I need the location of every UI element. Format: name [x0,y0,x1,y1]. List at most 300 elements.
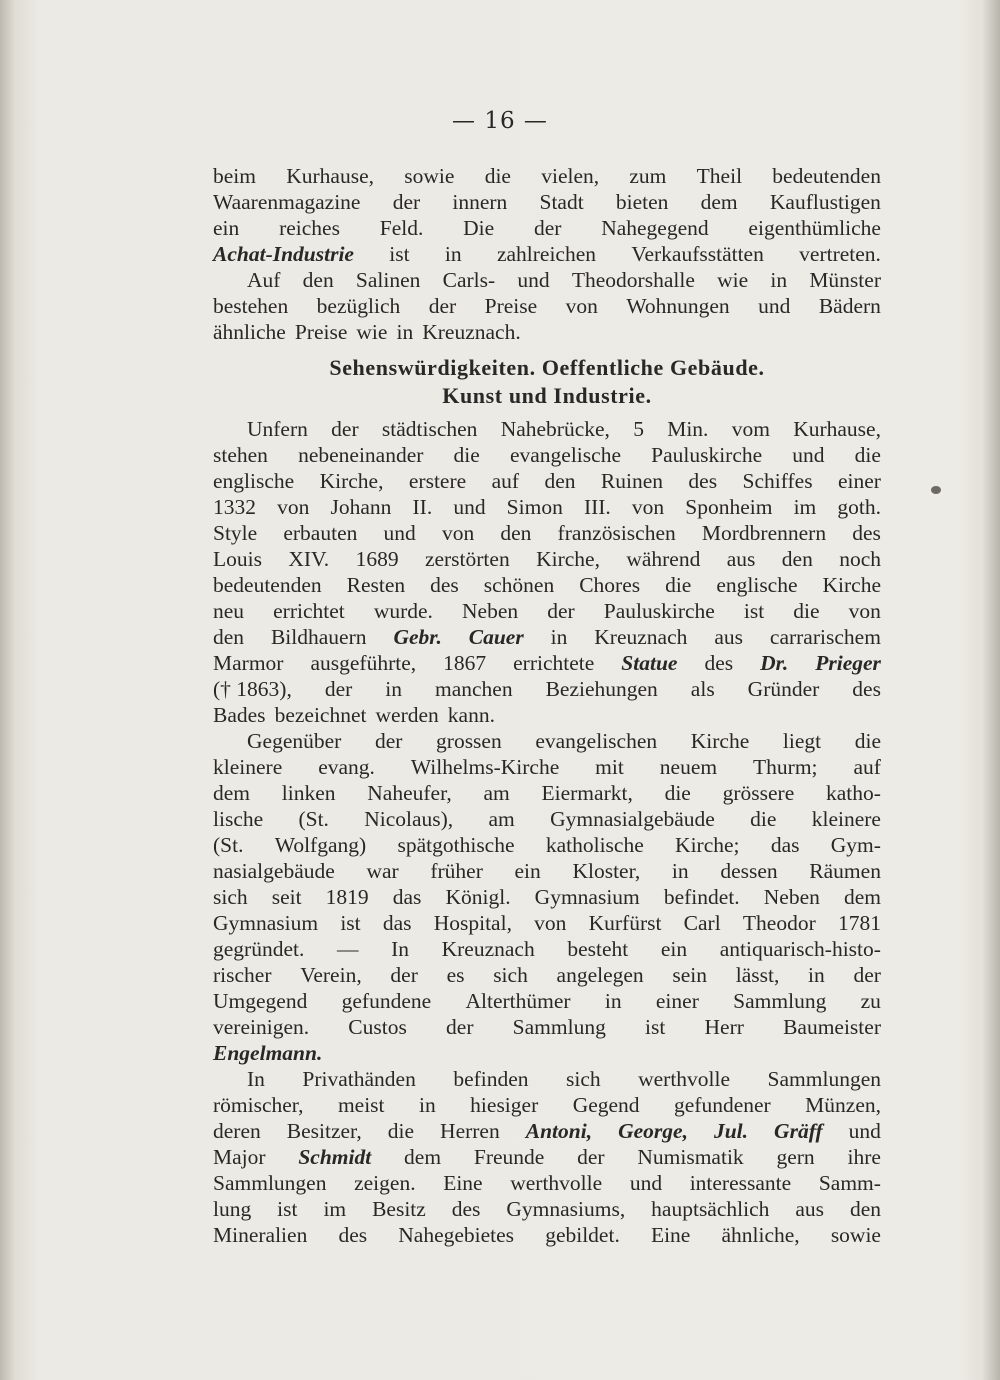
word: in [418,1093,436,1117]
word: von [277,495,310,519]
word: das [382,911,412,935]
word: der [324,677,353,701]
word: Verkaufsstätten [631,242,764,266]
word: — [336,937,359,961]
word: Kauflustigen [769,190,881,214]
word: der [390,963,418,987]
word: in [444,242,462,266]
word: gefundener [674,1093,771,1117]
word: werthvolle [510,1171,603,1195]
word: als [690,677,715,701]
word: Münster [809,268,881,292]
word: Jul. [713,1119,749,1143]
word: meist [337,1093,385,1117]
text-line [213,1170,881,1196]
word: In [247,1067,265,1091]
word: Chores [579,573,641,597]
word: zeigen. [354,1171,416,1195]
word: Besitzer, [286,1119,362,1143]
word: Kreuznach [594,625,688,649]
word: gern [776,1145,815,1169]
word: Schmidt [298,1145,372,1169]
word: evangelische [509,443,621,467]
word: noch [839,547,881,571]
word: lung [213,1197,252,1221]
word: bezüglich [316,294,401,318]
text-line [213,1144,881,1170]
text-line [213,293,881,319]
word: Salinen [355,268,421,292]
word: Sammlungen [767,1067,881,1091]
word: die [854,729,881,753]
word: Neben [763,885,820,909]
word: in [671,859,689,883]
text-line [213,572,881,598]
word: Feld. [379,216,424,240]
word: (St. [213,833,244,857]
word: ist [645,1015,666,1039]
word: Königl. [445,885,511,909]
word: vereinigen. [213,1015,310,1039]
word: Schiffes [742,469,813,493]
word: während [626,547,701,571]
word: Johann [330,495,392,519]
word: Kirche [822,573,881,597]
word: der [374,729,403,753]
word: war [366,859,399,883]
word: 5 [633,417,644,441]
word: die [793,599,820,623]
word: antiquarisch-histo- [719,937,881,961]
word: Kurhause, [286,164,375,188]
word: dem [404,1145,442,1169]
word: Gründer [747,677,820,701]
word: von [848,599,881,623]
word: und [453,495,486,519]
text-line [213,468,881,494]
word: Prieger [815,651,881,675]
word: Besitz [372,1197,426,1221]
word: Gebr. [393,625,442,649]
word: und [848,1119,881,1143]
word: evangelischen [535,729,658,753]
page-number: — 16 — [452,108,548,134]
word: Kirche, [319,469,384,493]
word: 1781 [837,911,881,935]
word: stehen [213,443,268,467]
word: einer [837,469,881,493]
word: Eine [650,1223,691,1247]
word: bieten [615,190,669,214]
word: erstere [408,469,467,493]
text-line [213,1196,881,1222]
word: Die [463,216,495,240]
text-line [213,650,881,676]
word: die [484,164,511,188]
word: eigenthümliche [748,216,881,240]
word: katho- [825,781,881,805]
word: der [392,190,421,214]
word: von [441,521,475,545]
text-line [213,215,881,241]
word: Carl [683,911,721,935]
word: Neben [462,599,519,623]
word: die [750,807,777,831]
word: die [387,1119,415,1143]
word: Wilhelms-Kirche [410,755,560,779]
word: Gym- [830,833,881,857]
word: in [604,989,622,1013]
text-line [213,858,881,884]
text-line [213,1014,881,1040]
word: ein [514,859,541,883]
word: Nicolaus), [364,807,454,831]
word: am [483,781,510,805]
text-line [213,780,881,806]
word: Gegend [572,1093,640,1117]
text-line [213,442,881,468]
word: den [302,268,334,292]
word: Gymnasialgebäude [550,807,715,831]
word: und [383,521,416,545]
word: Nahegebietes [398,1223,515,1247]
word: Kirche; [675,833,740,857]
word: sowie [404,164,455,188]
word: des [430,573,459,597]
word: errichtet [273,599,345,623]
word: neu [213,599,245,623]
text-line [213,494,881,520]
word: Simon [506,495,563,519]
word: kleinere [811,807,881,831]
word: zu [860,989,881,1013]
word: Herr [704,1015,744,1039]
word: Kurfürst [588,911,662,935]
word: Verein, [300,963,362,987]
word: Theodorshalle [571,268,695,292]
text-line [213,910,881,936]
word: des [451,1197,481,1221]
text-line [213,884,881,910]
text-line [213,988,881,1014]
word: seit [271,885,302,909]
word: das [770,833,800,857]
word: bedeutenden [213,573,322,597]
word: bezeichnet [274,703,367,727]
word: ähnliche, [721,1223,800,1247]
word: ist [277,1197,298,1221]
text-line [213,936,881,962]
word: der [547,599,575,623]
word: Umgegend [213,989,308,1013]
word: Theil [696,164,743,188]
text-line [213,546,881,572]
word: angelegen [556,963,644,987]
word: in [770,268,788,292]
word: Pauluskirche [651,443,763,467]
word: Räumen [809,859,881,883]
text-line [213,189,881,215]
word: Privathänden [302,1067,416,1091]
word: Gymnasiums, [506,1197,626,1221]
word: Mineralien [213,1223,308,1247]
word: Wolfgang) [274,833,367,857]
word: Nahebrücke, [500,417,610,441]
word: auf [491,469,520,493]
word: den [500,521,532,545]
word: katholische [545,833,644,857]
word: des [338,1223,368,1247]
word: und [792,443,825,467]
word: Gymnasium [213,911,319,935]
word: aus [795,1197,824,1221]
word: aus [714,625,743,649]
word: die [854,443,881,467]
word: Thurm; [753,755,818,779]
text-line [213,319,881,345]
word: das [392,885,422,909]
word: ein [213,216,240,240]
word: von [631,495,665,519]
word: des [704,651,734,675]
word: nebeneinander [298,443,424,467]
word: zerstörten [424,547,510,571]
word: Dr. [760,651,789,675]
word: werthvolle [638,1067,731,1091]
word: französischen [557,521,676,545]
word: der [853,963,881,987]
word: Engelmann. [213,1041,323,1065]
word: kleinere [213,755,283,779]
text-line [213,416,881,442]
word: sich [213,885,248,909]
word: wurde. [373,599,433,623]
word: und [758,294,791,318]
word: den [544,469,576,493]
text-line [213,1040,881,1066]
text-line [213,1118,881,1144]
page-left-edge [0,0,14,1380]
text-line [213,832,881,858]
word: im [323,1197,347,1221]
word: George, [618,1119,688,1143]
word: des [852,677,881,701]
word: der [446,1015,474,1039]
word: es [446,963,465,987]
word: Freunde [473,1145,545,1169]
word: bedeutenden [772,164,881,188]
word: 1689 [355,547,399,571]
word: Major [213,1145,266,1169]
word: der [428,294,457,318]
word: Theodor [742,911,816,935]
word: sich [493,963,528,987]
text-line [213,962,881,988]
word: gefundene [341,989,432,1013]
word: städtischen [381,417,478,441]
word: Antoni, [525,1119,593,1143]
word: innern [452,190,508,214]
text-line [213,1222,881,1248]
word: vom [731,417,770,441]
word: 1819 [325,885,369,909]
word: hiesiger [470,1093,539,1117]
word: in [550,625,568,649]
word: im [793,495,817,519]
section-heading: Sehenswürdigkeiten. Oeffentliche Gebäude. [329,355,765,380]
word: zum [629,164,667,188]
word: am [488,807,515,831]
word: carrarischem [769,625,881,649]
word: Sammlung [512,1015,606,1039]
word: früher [430,859,483,883]
page-right-edge [980,0,1000,1380]
word: Preise [484,294,538,318]
word: gebildet. [545,1223,620,1247]
word: linken [281,781,336,805]
word: der [533,216,562,240]
word: besteht [567,937,629,961]
word: des [852,521,881,545]
word: In [391,937,409,961]
text-line [213,702,881,728]
word: auf [853,755,881,779]
word: († 1863), [213,677,292,701]
word: mit [595,755,624,779]
word: dem [213,781,251,805]
word: Unfern [247,417,308,441]
word: Custos [348,1015,407,1039]
body-text [213,163,881,1248]
word: manchen [434,677,513,701]
section-subheading: Kunst und Industrie. [442,383,652,408]
word: erbauten [283,521,358,545]
word: Numismatik [637,1145,744,1169]
word: aus [726,547,756,571]
word: Kreuznach. [422,320,521,344]
word: Statue [621,651,678,675]
word: 1332 [213,495,256,519]
word: Mordbrennern [701,521,827,545]
word: den [781,547,813,571]
word: sein [672,963,708,987]
word: Waarenmagazine [213,190,361,214]
word: von [534,911,567,935]
ink-speck [931,486,941,494]
word: des [688,469,718,493]
word: Gymnasium [534,885,640,909]
word: zahlreichen [496,242,597,266]
word: Eiermarkt, [541,781,633,805]
word: wie [356,320,388,344]
word: den [849,1197,881,1221]
word: dem [843,885,881,909]
word: Gegenüber [247,729,342,753]
word: interessante [689,1171,792,1195]
word: reiches [279,216,340,240]
word: ein [660,937,688,961]
text-line [213,676,881,702]
word: Kirche, [536,547,600,571]
word: und [629,1171,663,1195]
word: in [808,963,825,987]
word: die [664,781,691,805]
word: Cauer [468,625,524,649]
word: Kloster, [572,859,641,883]
word: werden [375,703,439,727]
word: Kreuznach [441,937,535,961]
word: beim [213,164,256,188]
word: ihre [847,1145,881,1169]
word: rischer [213,963,272,987]
word: von [565,294,598,318]
word: Bädern [818,294,881,318]
word: goth. [837,495,881,519]
word: Min. [667,417,709,441]
text-line [213,163,881,189]
text-line [213,267,881,293]
text-line [213,1066,881,1092]
word: Gräff [774,1119,823,1143]
word: ausgeführte, [310,651,417,675]
word: III. [583,495,611,519]
word: grössere [722,781,795,805]
word: evang. [318,755,375,779]
word: ist [743,599,765,623]
word: neuem [659,755,718,779]
text-line [213,754,881,780]
word: lässt, [735,963,780,987]
word: der [577,1145,605,1169]
word: bestehen [213,294,289,318]
word: Sammlung [733,989,827,1013]
text-line [213,520,881,546]
word: vertreten. [799,242,881,266]
word: vielen, [541,164,600,188]
word: sowie [830,1223,881,1247]
word: Wohnungen [626,294,730,318]
text-line [213,241,881,267]
word: hauptsächlich [651,1197,770,1221]
word: englische [213,469,295,493]
word: Herren [440,1119,500,1143]
word: den [213,625,245,649]
word: Baumeister [783,1015,881,1039]
word: dessen [720,859,778,883]
word: Marmor [213,651,284,675]
word: Pauluskirche [603,599,715,623]
paragraph-intro [213,163,881,345]
text-line [213,728,881,754]
word: Stadt [539,190,584,214]
word: Sponheim [685,495,773,519]
text-line [213,1092,881,1118]
word: liegt [782,729,822,753]
word: in [385,677,402,701]
text-line [213,624,881,650]
word: befindet. [663,885,740,909]
word: sich [566,1067,601,1091]
word: Nahegegend [601,216,709,240]
word: grossen [436,729,502,753]
word: Eine [443,1171,483,1195]
word: die [453,443,480,467]
word: Sammlungen [213,1171,327,1195]
word: Louis [213,547,262,571]
word: wie [717,268,749,292]
word: nasialgebäude [213,859,335,883]
word: Samm- [818,1171,881,1195]
